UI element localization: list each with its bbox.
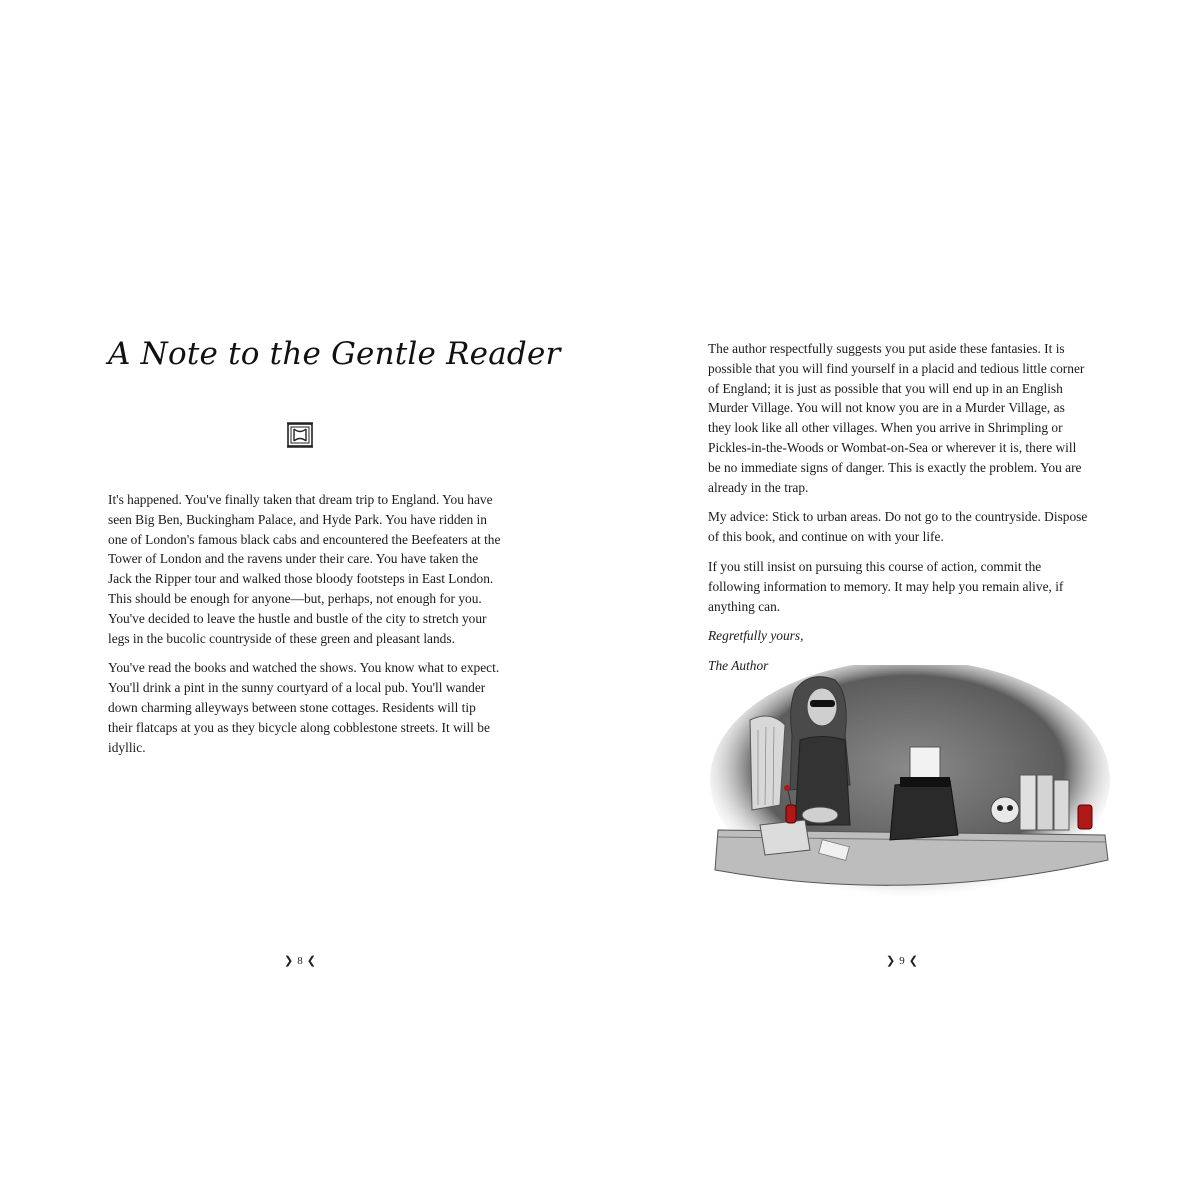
folio-arrow-icon: ❮	[306, 955, 316, 967]
page-number-right	[862, 954, 942, 967]
ornamental-monogram-icon	[285, 420, 315, 450]
right-body-text	[708, 339, 1091, 686]
signature: The Author	[708, 658, 769, 674]
folio-arrow-icon: ❮	[908, 955, 918, 967]
right-page	[600, 0, 1200, 1200]
paragraph: If you still insist on pursuing this course of action, commit the following information to memory. It may help you remain alive, if anything can.	[708, 558, 1064, 614]
folio-arrow-icon: ❯	[284, 955, 294, 967]
folio-arrow-icon: ❯	[886, 955, 896, 967]
closing-line: Regretfully yours,	[708, 628, 804, 644]
paragraph: You've read the books and watched the shows. You know what to expect. You'll drink a pint in the sunny courtyard of a local pub. You'll wander down charming alleyways between stone cottages. Residents will tip their flatcaps at you as they bicycle along cobblestone streets. It will be idyllic.	[108, 660, 500, 755]
page-number: 8	[297, 955, 303, 967]
left-body-text	[108, 490, 503, 767]
paragraph: The author respectfully suggests you put aside these fantasies. It is possible that you will find yourself in a placid and tedious little corner of England; it is just as possible that you will end up in an English Murder Village. You will not know you are in a Murder Village, as they look like all other villages. When you arrive in Shrimpling or Pickles-in-the-Woods or Wombat-on-Sea or wherever it is, there will be no immediate signs of danger. This is exactly the problem. You are already in the trap.	[708, 341, 1085, 495]
page-number-left	[260, 954, 340, 967]
paragraph: It's happened. You've finally taken that dream trip to England. You have seen Big Ben, Buckingham Palace, and Hyde Park. You have ridden in one of London's famous black cabs and encountered the Beefeaters at the Tower of London and the ravens under their care. You have taken the Jack the Ripper tour and walked those bloody footsteps in East London. This should be enough for anyone—but, perhaps, not enough for you. You've decided to leave the hustle and bustle of the city to stretch your legs in the bucolic countryside of these green and pleasant lands.	[108, 492, 501, 646]
paragraph: My advice: Stick to urban areas. Do not go to the countryside. Dispose of this book, and continue on with your life.	[708, 509, 1088, 545]
chapter-title: A Note to the Gentle Reader	[108, 336, 561, 372]
page-number: 9	[899, 955, 905, 967]
author-at-typewriter-illustration	[710, 665, 1110, 915]
